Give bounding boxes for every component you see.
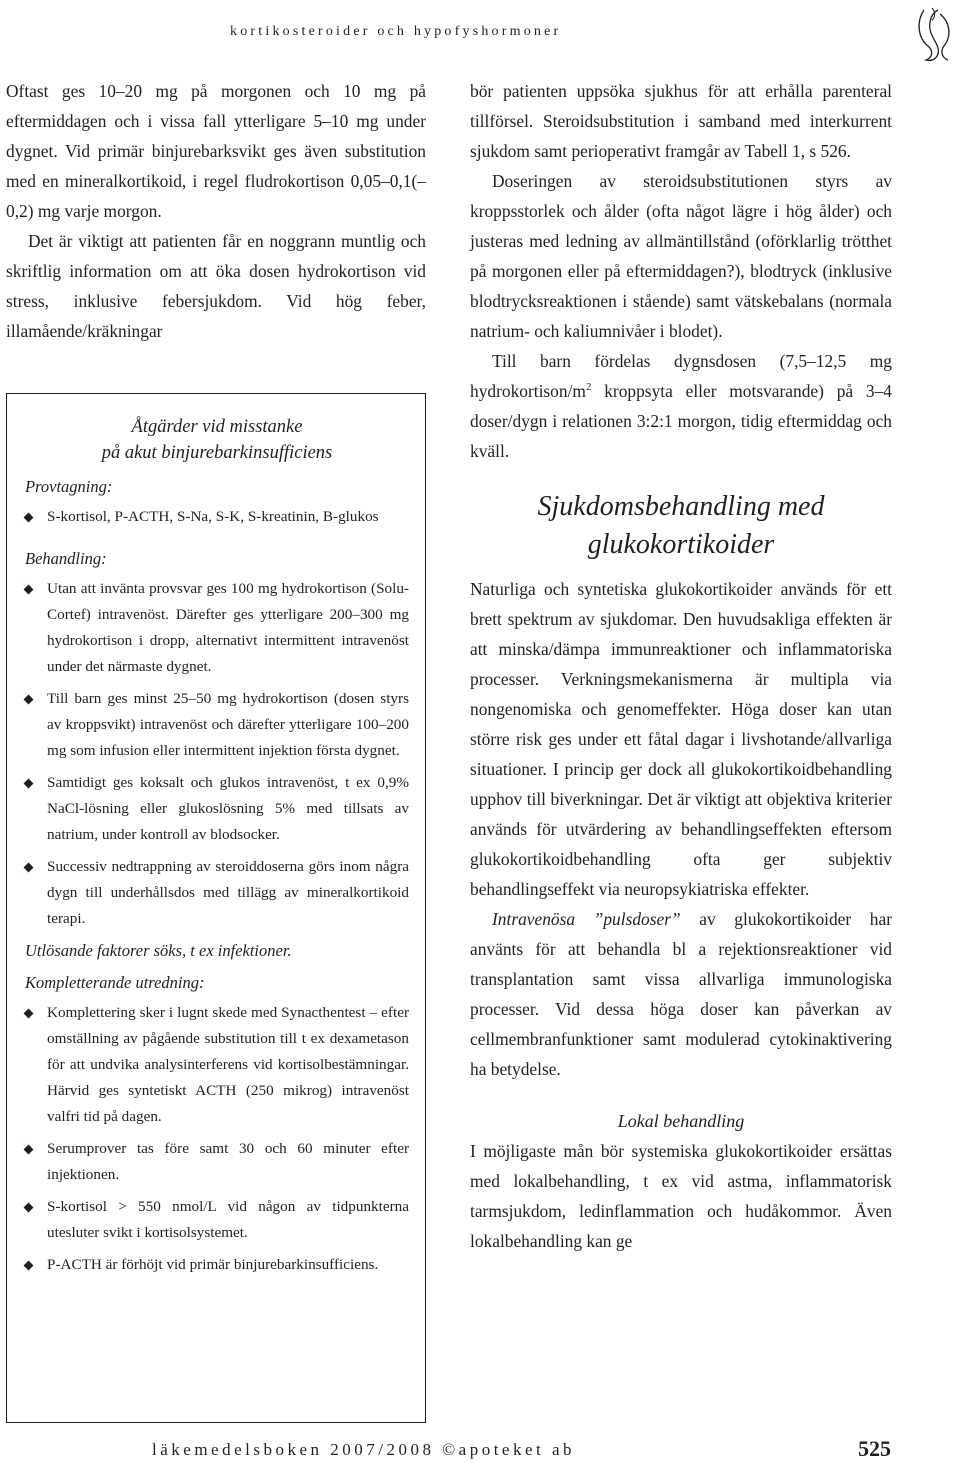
- list-item: [25, 504, 409, 530]
- list-item: [25, 576, 409, 680]
- section-heading: [470, 488, 892, 564]
- text-run: av glukokortikoider har använts för att behandla bl a rejektionsreaktioner vid transplantation samt vissa allvarliga immunologiska processer. Vid dessa höga doser kan påverkan av cellmembranfunktioner samt modulerad cytokinaktivering ha betydelse.: [470, 909, 892, 1079]
- sub-heading: Lokal behandling: [617, 1111, 745, 1131]
- list-item: [25, 1252, 409, 1278]
- swan-logo-icon: [910, 4, 958, 64]
- body-paragraph: Doseringen av steroidsubstitutionen styrs av kroppsstorlek och ålder (ofta något lägre i hög ålder) och justeras med ledning av allmäntillstånd (oförklarlig trötthet på morgonen eller på eftermiddagen?), blodtryck (inklusive blodtrycksreaktionen i stående) samt vätskebalans (normala natrium- och kaliumnivåer i blodet).: [470, 171, 892, 341]
- italic-run: Intravenösa ”pulsdoser”: [492, 909, 681, 929]
- provtagning-list: [25, 504, 409, 530]
- diamond-bullet-icon: [24, 1145, 34, 1155]
- behandling-heading: Behandling:: [25, 549, 107, 568]
- page-number: 525: [858, 1436, 891, 1461]
- footer-text: läkemedelsboken 2007/2008 ©apoteket ab: [152, 1440, 576, 1459]
- diamond-bullet-icon: [24, 513, 34, 523]
- superscript: 2: [585, 381, 592, 394]
- box-title-line: Åtgärder vid misstanke: [131, 417, 303, 437]
- diamond-bullet-icon: [24, 585, 34, 595]
- diamond-bullet-icon: [24, 695, 34, 705]
- list-item-text: Serumprover tas före samt 30 och 60 minuter efter injektionen.: [47, 1140, 409, 1183]
- diamond-bullet-icon: [24, 1203, 34, 1213]
- kompletterande-list: [25, 1000, 409, 1278]
- right-column: [470, 76, 892, 1256]
- list-item: [25, 854, 409, 932]
- diamond-bullet-icon: [24, 1261, 34, 1271]
- body-paragraph: Oftast ges 10–20 mg på morgonen och 10 mg på eftermiddagen och i vissa fall ytterligare 5–10 mg under dygnet. Vid primär binjurebarksvikt ges även substitution med en mineralkortikoid, i regel fludrokortison 0,05–0,1(–0,2) mg varje morgon.: [6, 81, 426, 221]
- list-item-text: Samtidigt ges koksalt och glukos intravenöst, t ex 0,9% NaCl-lösning eller glukoslösning 5% med tillsats av natrium, under kontroll av blodsocker.: [47, 774, 409, 843]
- body-paragraph: bör patienten uppsöka sjukhus för att erhålla parenteral tillförsel. Steroidsubstitution i samband med interkurrent sjukdom samt perioperativt framgår av Tabell 1, s 526.: [470, 81, 892, 161]
- body-paragraph: Det är viktigt att patienten får en noggrann muntlig och skriftlig information om att öka dosen hydrokortison vid stress, inklusive febersjukdom. Vid hög feber, illamående/kräkningar: [6, 231, 426, 341]
- list-item-text: S-kortisol > 550 nmol/L vid någon av tidpunkterna utesluter svikt i kortisolsystemet.: [47, 1198, 409, 1241]
- list-item-text: P-ACTH är förhöjt vid primär binjurebarkinsufficiens.: [47, 1256, 379, 1273]
- diamond-bullet-icon: [24, 1009, 34, 1019]
- section-heading-line: Sjukdomsbehandling med: [537, 491, 825, 522]
- section-heading-line: glukokortikoider: [587, 529, 775, 560]
- utlosande-note: Utlösande faktorer söks, t ex infektioner.: [25, 941, 292, 960]
- list-item-text: S-kortisol, P-ACTH, S-Na, S-K, S-kreatinin, B-glukos: [47, 508, 379, 525]
- list-item: [25, 686, 409, 764]
- running-head: kortikosteroider och hypofyshormoner: [230, 24, 562, 39]
- list-item: [25, 1194, 409, 1246]
- body-paragraph: [470, 904, 892, 1084]
- list-item: [25, 1136, 409, 1188]
- provtagning-heading: Provtagning:: [25, 477, 113, 496]
- info-box: [6, 393, 426, 1423]
- list-item-text: Successiv nedtrappning av steroiddoserna görs inom några dygn till underhållsdos med tillägg av mineralkortikoid terapi.: [47, 858, 409, 927]
- list-item-text: Utan att invänta provsvar ges 100 mg hydrokortison (Solu-Cortef) intravenöst. Därefter ges ytterligare 200–300 mg hydrokortison i dropp, alternativt intermittent intravenöst under det närmaste dygnet.: [47, 580, 409, 675]
- diamond-bullet-icon: [24, 863, 34, 873]
- body-paragraph: Naturliga och syntetiska glukokortikoider används för ett brett spektrum av sjukdomar. Den huvudsakliga effekten är att minska/dämpa immunreaktioner och inflammatoriska processer. Verkningsmekanismerna är multipla via nongenomiska och genomeffekter. Höga doser kan utan större risk ges under ett fåtal dagar i livshotande/allvarliga situationer. I princip ger dock all glukokortikoidbehandling upphov till biverkningar. Det är viktigt att objektiva kriterier används för utvärdering av behandlingseffekten eftersom glukokortikoidbehandling ofta ger subjektiv behandlingseffekt via neuropsykiatriska effekter.: [470, 579, 892, 899]
- kompletterande-heading: Kompletterande utredning:: [25, 973, 205, 992]
- list-item: [25, 770, 409, 848]
- list-item-text: Komplettering sker i lugnt skede med Synacthentest – efter omställning av pågående substitution till t ex dexametason för att undvika analysinterferens vid kortisolbestämningar. Härvid ges syntetiskt ACTH (250 mikrog) intravenöst valfri tid på dagen.: [47, 1004, 409, 1125]
- diamond-bullet-icon: [24, 779, 34, 789]
- box-title: [25, 414, 409, 466]
- list-item: [25, 1000, 409, 1130]
- body-paragraph: [470, 346, 892, 466]
- behandling-list: [25, 576, 409, 932]
- text-run: Till barn fördelas dygnsdosen (7,5–12,5 mg hydrokortison/m: [470, 351, 892, 401]
- text-run: kroppsyta eller motsvarande) på 3–4 doser/dygn i relationen 3:2:1 morgon, tidig eftermiddag och kväll.: [470, 381, 892, 461]
- left-column: [6, 76, 426, 346]
- list-item-text: Till barn ges minst 25–50 mg hydrokortison (dosen styrs av kroppsvikt) intravenöst och därefter ytterligare 100–200 mg som infusion eller intermittent injektion första dygnet.: [47, 690, 409, 759]
- box-title-line: på akut binjurebarkinsufficiens: [101, 443, 333, 463]
- body-paragraph: I möjligaste mån bör systemiska glukokortikoider ersättas med lokalbehandling, t ex vid astma, inflammatorisk tarmsjukdom, ledinflammation och hudåkommor. Även lokalbehandling kan ge: [470, 1141, 892, 1251]
